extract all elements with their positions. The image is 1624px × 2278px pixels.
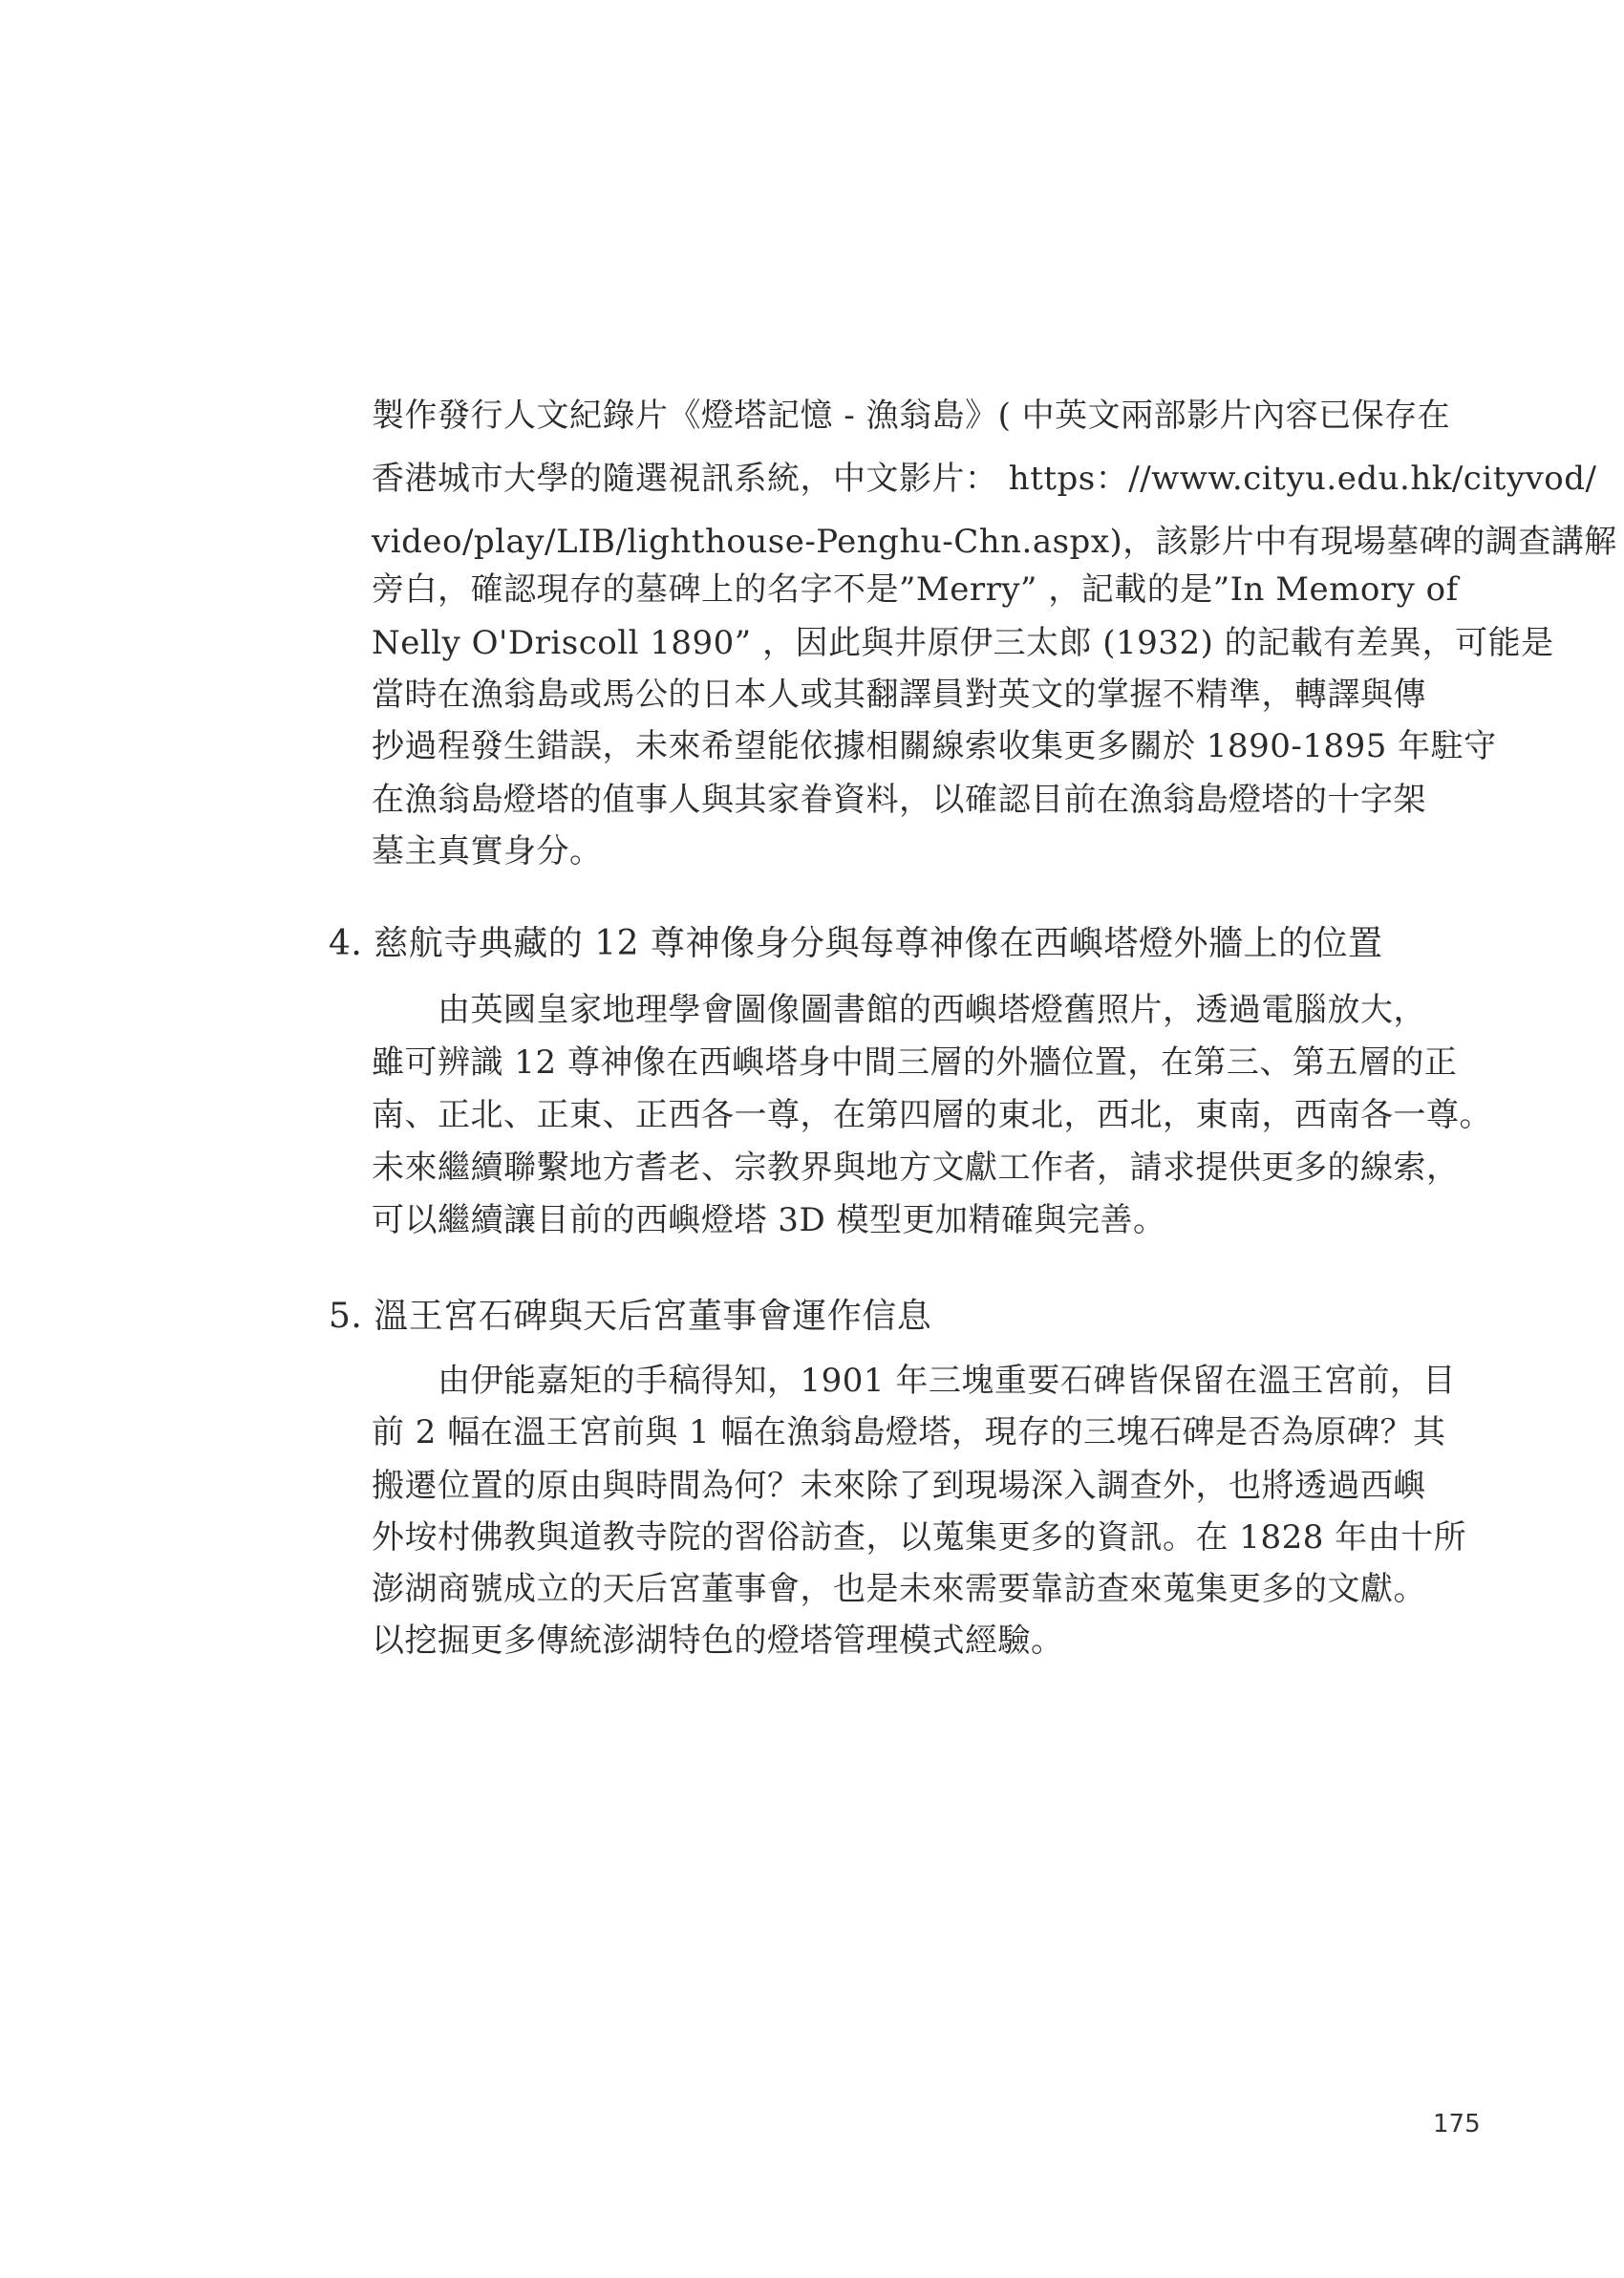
body-line: 以挖掘更多傳統澎湖特色的燈塔管理模式經驗。 (372, 1622, 1064, 1660)
body-line: 前 2 幅在溫王宮前與 1 幅在漁翁島燈塔，現存的三塊石碑是否為原碑？其 (372, 1413, 1446, 1451)
section-heading: 5. 溫王宮石碑與天后宮董事會運作信息 (329, 1297, 932, 1336)
body-line: 製作發行人文紀錄片《燈塔記憶 - 漁翁島》( 中英文兩部影片內容已保存在 (372, 397, 1451, 435)
body-line: 當時在漁翁島或馬公的日本人或其翻譯員對英文的掌握不精準，轉譯與傳 (372, 676, 1426, 714)
body-line: 未來繼續聯繫地方耆老、宗教界與地方文獻工作者，請求提供更多的線索， (372, 1149, 1460, 1187)
body-line: video/play/LIB/lighthouse-Penghu-Chn.aspx)，該影片中有現場墓碑的調查講解 (372, 523, 1617, 561)
body-line: 澎湖商號成立的天后宮董事會，也是未來需要靠訪查來蒐集更多的文獻。 (372, 1570, 1426, 1608)
body-line: 在漁翁島燈塔的值事人與其家眷資料，以確認目前在漁翁島燈塔的十字架 (372, 781, 1426, 819)
body-line: 可以繼續讓目前的西嶼燈塔 3D 模型更加精確與完善。 (372, 1201, 1166, 1239)
body-line: 香港城市大學的隨選視訊系統，中文影片： https：//www.cityu.edu.hk/cityvod/ (372, 460, 1597, 498)
body-line: 外垵村佛教與道教寺院的習俗訪查，以蒐集更多的資訊。在 1828 年由十所 (372, 1518, 1467, 1557)
body-line: 南、正北、正東、正西各一尊，在第四層的東北，西北，東南，西南各一尊。 (372, 1096, 1492, 1134)
body-line: 抄過程發生錯誤，未來希望能依據相關線索收集更多關於 1890-1895 年駐守 (372, 727, 1497, 765)
body-line: 雖可辨識 12 尊神像在西嶼塔身中間三層的外牆位置，在第三、第五層的正 (372, 1043, 1458, 1082)
body-line: 由英國皇家地理學會圖像圖書館的西嶼塔燈舊照片，透過電腦放大， (438, 991, 1426, 1029)
body-line: 搬遷位置的原由與時間為何？未來除了到現場深入調查外，也將透過西嶼 (372, 1467, 1426, 1505)
section-heading: 4. 慈航寺典藏的 12 尊神像身分與每尊神像在西嶼塔燈外牆上的位置 (329, 924, 1383, 963)
body-line: 旁白，確認現存的墓碑上的名字不是”Merry” ，記載的是”In Memory of (372, 570, 1459, 609)
body-line: 由伊能嘉矩的手稿得知，1901 年三塊重要石碑皆保留在溫王宮前，目 (438, 1362, 1456, 1400)
body-line: 墓主真實身分。 (372, 832, 603, 870)
body-line: Nelly O'Driscoll 1890” ，因此與井原伊三太郎 (1932) 的記載有差異，可能是 (372, 624, 1554, 662)
page-number: 175 (1433, 2110, 1481, 2138)
